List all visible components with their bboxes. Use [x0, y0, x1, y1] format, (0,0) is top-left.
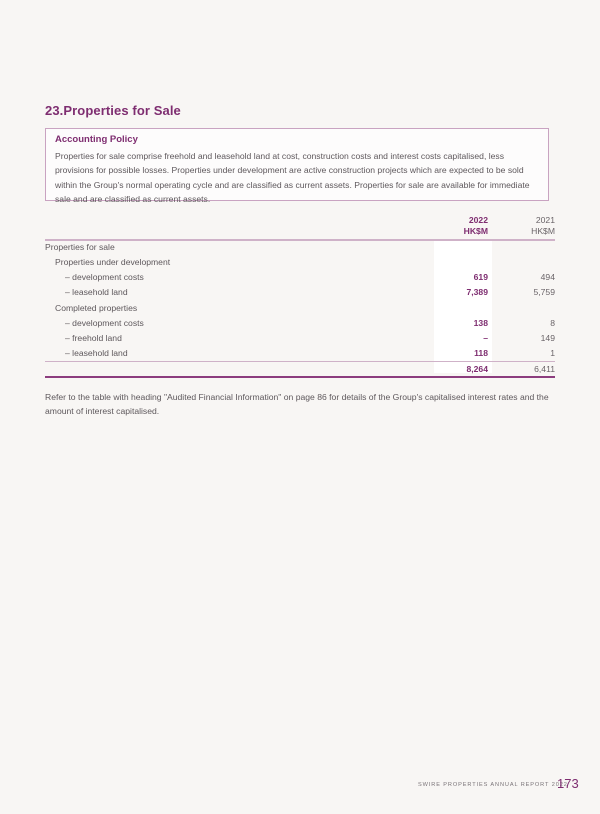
report-footer: SWIRE PROPERTIES ANNUAL REPORT 2022 — [418, 782, 568, 788]
column-header-2022 — [434, 215, 488, 237]
row-label: – freehold land — [65, 333, 122, 343]
unit-label: HK$M — [463, 226, 488, 236]
value-2021: 149 — [540, 333, 555, 343]
value-2021: 8 — [550, 318, 555, 328]
row-label: – leasehold land — [65, 348, 128, 358]
policy-heading: Accounting Policy — [55, 134, 138, 145]
page-number: 173 — [557, 776, 579, 791]
value-2021: 1 — [550, 348, 555, 358]
row-label: – leasehold land — [65, 287, 128, 297]
policy-body: Properties for sale comprise freehold and leasehold land at cost, construction costs and interest costs capitalised, less provisions for possible losses. Properties under development are active construction projects which are expected to be sold within the Group's normal operating cycle and are classified as current assets. Properties for sale are available for immediate sale and are classified as current assets. — [55, 151, 530, 204]
table-row — [45, 285, 555, 300]
table-total-row — [45, 362, 555, 377]
value-2021: 494 — [540, 272, 555, 282]
row-label: Properties under development — [55, 257, 171, 267]
total-2021: 6,411 — [534, 364, 555, 374]
table-row — [45, 270, 555, 285]
footnote: Refer to the table with heading "Audited Financial Information" on page 86 for details of the Group's capitalised interest rates and the amount of interest capitalised. — [45, 392, 549, 416]
value-2022: 7,389 — [466, 287, 488, 297]
table-row — [45, 255, 555, 270]
row-label: – development costs — [65, 272, 144, 282]
column-header-2021 — [500, 215, 555, 237]
row-label: – development costs — [65, 318, 144, 328]
year-label: 2022 — [468, 215, 488, 225]
row-label: Completed properties — [55, 303, 138, 313]
table-row — [45, 301, 555, 316]
section-title: 23.Properties for Sale — [45, 103, 181, 118]
row-label: Properties for sale — [45, 242, 115, 252]
year-label: 2021 — [535, 215, 555, 225]
value-2022: – — [483, 333, 488, 343]
value-2022: 138 — [473, 318, 488, 328]
value-2021: 5,759 — [533, 287, 555, 297]
unit-label: HK$M — [531, 226, 555, 236]
value-2022: 619 — [473, 272, 488, 282]
table-row — [45, 240, 555, 255]
table-row — [45, 331, 555, 346]
table-row — [45, 316, 555, 331]
accounting-policy-box — [45, 128, 549, 204]
total-2022: 8,264 — [466, 364, 488, 374]
table-row — [45, 346, 555, 361]
table-bottom-rule — [45, 376, 555, 378]
value-2022: 118 — [474, 348, 488, 358]
